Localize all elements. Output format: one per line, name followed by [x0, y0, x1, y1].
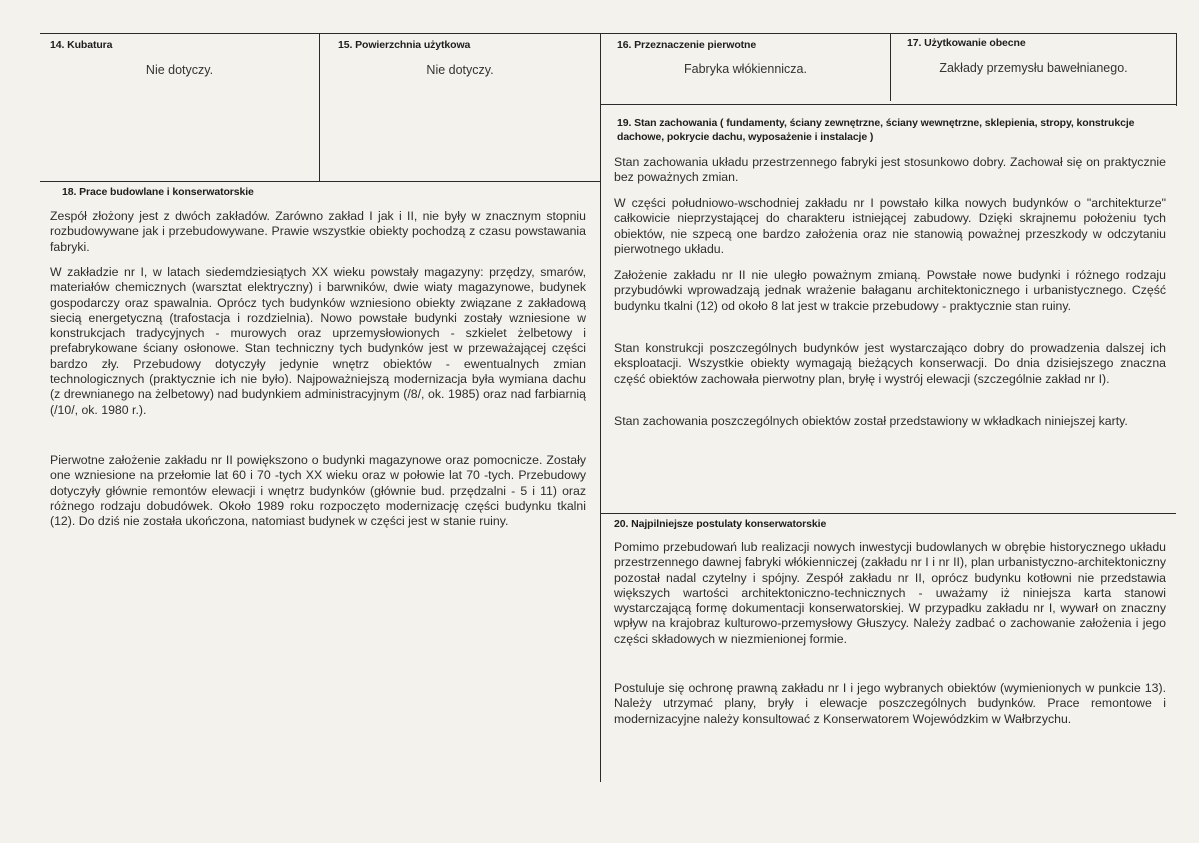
section-14-value: Nie dotyczy. [145, 63, 214, 77]
section-17-title: 17. Użytkowanie obecne [907, 37, 1026, 49]
section-19-paragraph-1: Stan zachowania układu przestrzennego fabryki jest stosunkowo dobry. Zachował się on praktycznie bez poważnych zmian. [614, 155, 1166, 185]
section-20-paragraph-2: Postuluje się ochronę prawną zakładu nr I i jego wybranych obiektów (wymienionych w punkcie 13). Należy utrzymać plany, bryły i elewacje poszczególnych budynków. Prace remontowe i modernizacyjne należy konsultować z Konserwatorem Wojewódzkim w Wałbrzychu. [614, 681, 1166, 726]
section-19-paragraph-5: Stan zachowania poszczególnych obiektów został przedstawiony w wkładkach niniejszej karty. [614, 414, 1128, 428]
section-19-paragraph-4: Stan konstrukcji poszczególnych budynków jest wystarczająco dobry do prowadzenia dalszej ich eksploatacji. Wszystkie obiekty wymagają bieżących konserwacji. Do dnia dzisiejszego znaczna część obiektów zachowała pierwotny plan, bryłę i wystrój elewacji (szczególnie zakład nr I). [614, 341, 1166, 386]
right-border [1176, 33, 1177, 106]
section-15-value: Nie dotyczy. [426, 63, 494, 77]
section-17-value: Zakłady przemysłu bawełnianego. [939, 61, 1128, 75]
divider-14-15 [319, 33, 320, 181]
section-16-value: Fabryka włókiennicza. [684, 62, 807, 76]
section-20-title: 20. Najpilniejsze postulaty konserwatorskie [614, 518, 827, 530]
top-border [40, 33, 1176, 34]
section-18-title: 18. Prace budowlane i konserwatorskie [62, 186, 254, 198]
rule-under-14-15 [40, 181, 601, 182]
rule-under-16-17 [601, 104, 1176, 105]
section-15-title: 15. Powierzchnia użytkowa [338, 39, 471, 51]
section-20-paragraph-1: Pomimo przebudowań lub realizacji nowych inwestycji budowlanych w obrębie historycznego układu przestrzennego dawnej fabryki włókienniczej (zakładu nr I i nr II), plan urbanistyczno-architektoniczny pozostał nadal czytelny i spójny. Zespół zakładu nr II, oprócz budynku kotłowni nie przedstawia większych wartości architektoniczno-technicznych - uważamy iż niniejsza karta stanowi wystarczającą formę dokumentacji konserwatorskiej. W przypadku zakładu nr I, wywarł on znaczny wpływ na krajobraz kulturowo-przemysłowy Głuszycy. Należy zadbać o zachowanie założenia i jego części składowych w niezmienionej formie. [614, 540, 1166, 646]
section-18-paragraph-3: Pierwotne założenie zakładu nr II powiększono o budynki magazynowe oraz pomocnicze. Zostały one wzniesione na przełomie lat 60 i 70 -tych XX wieku oraz w połowie lat 70 -tych. Przebudowy dotyczyły głównie remontów elewacji i wnętrz budynków (głównie bud. przędzalni - 5 i 11) oraz różnego rodzaju dobudówek. Około 1989 roku rozpoczęto modernizację części budynku tkalni (12). Do dziś nie została ukończona, natomiast budynek w części jest w stanie ruiny. [50, 453, 586, 529]
center-divider [600, 33, 601, 782]
section-18-paragraph-2: W zakładzie nr I, w latach siedemdziesiątych XX wieku powstały magazyny: przędzy, smarów, materiałów chemicznych (warsztat elektryczny) i barwników, dwie wiaty magazynowe, budynek gospodarczy oraz spawalnia. Oprócz tych budynków wzniesiono obiekty związane z zakładową siecią energetyczną (trafostacja i rozdzielnia). Nowo powstałe budynki zostały wzniesione w konstrukcjach tradycyjnych - murowych oraz uprzemysłowionych - szkielet żelbetowy i prefabrykowane ściany osłonowe. Stan techniczny tych budynków jest w przeważającej części bardzo zły. Przebudowy dotyczyły jedynie wnętrz obiektów - ewentualnych zmian technologicznych (praktycznie ich nie było). Najpoważniejszą modernizacja była wymiana dachu (z drewnianego na żelbetowy) nad budynkiem administracyjnym (/8/, ok. 1985) oraz nad farbiarnią (/10/, ok. 1980 r.). [50, 265, 586, 417]
rule-above-20 [601, 513, 1176, 514]
section-18-paragraph-1: Zespół złożony jest z dwóch zakładów. Zarówno zakład I jak i II, nie były w znacznym stopniu rozbudowywane jak i przebudowywane. Prawie wszystkie obiekty pochodzą z czasu powstawania fabryki. [50, 209, 586, 254]
section-19-paragraph-2: W części południowo-wschodniej zakładu nr I powstało kilka nowych budynków o "architekturze" całkowicie nieprzystającej do charakteru istniejącej zabudowy. Dzięki skrajnemu położeniu tych obiektów, nie szpecą one bardzo założenia oraz nie stanowią poważnej przeszkody w odczytaniu pierwotnego układu. [614, 196, 1166, 256]
section-16-title: 16. Przeznaczenie pierwotne [617, 39, 757, 51]
section-19-title: 19. Stan zachowania ( fundamenty, ściany zewnętrzne, ściany wewnętrzne, sklepienia, stropy, konstrukcje dachowe, pokrycie dachu, wyposażenie i instalacje ) [617, 117, 1135, 143]
section-14-title: 14. Kubatura [50, 39, 113, 51]
section-19-paragraph-3: Założenie zakładu nr II nie uległo poważnym zmianą. Powstałe nowe budynki i różnego rodzaju przybudówki wprowadzają jednak wrażenie bałaganu architektonicznego i urbanistycznego. Część budynku tkalni (12) od około 8 lat jest w trakcie przebudowy - praktycznie stan ruiny. [614, 268, 1166, 313]
